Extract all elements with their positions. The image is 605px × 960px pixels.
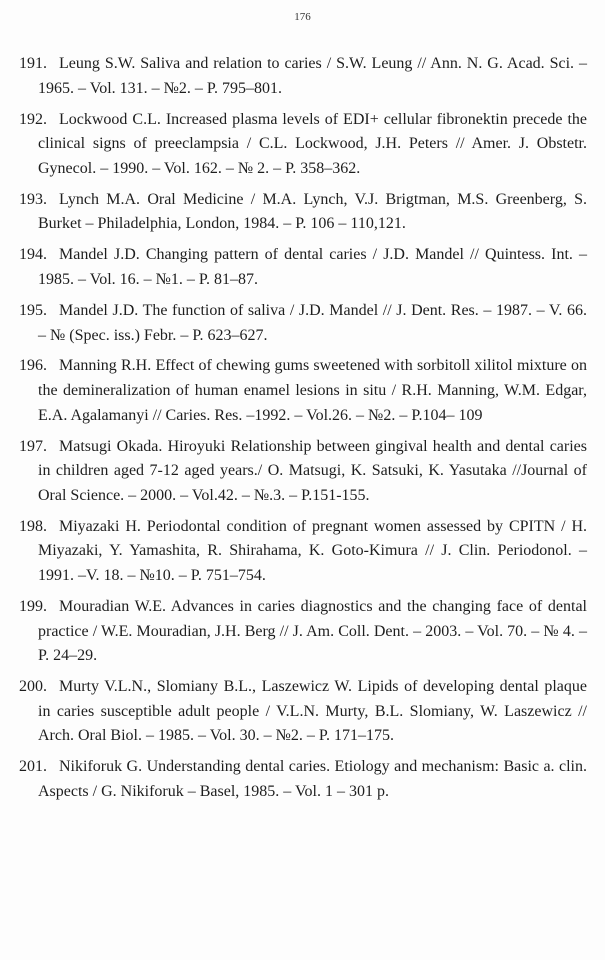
- reference-item: [19, 299, 587, 348]
- reference-item: [19, 108, 587, 182]
- reference-text: Nikiforuk G. Understanding dental caries. Etiology and mechanism: Basic a. clin. Aspects / G. Nikiforuk – Basel, 1985. – Vol. 1 – 301 p.: [38, 758, 587, 800]
- page-number: 176: [294, 11, 311, 23]
- reference-number: 196.: [19, 357, 47, 375]
- reference-number: 201.: [19, 758, 47, 776]
- reference-number: 199.: [19, 598, 47, 615]
- reference-number: 197.: [19, 437, 47, 455]
- reference-text: Murty V.L.N., Slomiany B.L., Laszewicz W. Lipids of developing dental plaque in caries susceptible adult people / V.L.N. Murty, B.L. Slomiany, W. Laszewicz // Arch. Oral Biol. – 1985. – Vol. 30. – №2. – P. 171–175.: [38, 678, 587, 745]
- reference-text: Mouradian W.E. Advances in caries diagnostics and the changing face of dental practice / W.E. Mouradian, J.H. Berg // J. Am. Coll. Dent. – 2003. – Vol. 70. – № 4. – P. 24–29.: [38, 598, 587, 665]
- reference-text: Leung S.W. Saliva and relation to caries / S.W. Leung // Ann. N. G. Acad. Sci. – 1965. – Vol. 131. – №2. – P. 795–801.: [38, 55, 587, 97]
- reference-text: Miyazaki H. Periodontal condition of pregnant women assessed by CPITN / H. Miyazaki, Y. Yamashita, R. Shirahama, K. Goto-Kimura // J. Clin. Periodonol. – 1991. –V. 18. – №10. – P. 751–754.: [38, 517, 587, 585]
- reference-number: 195.: [19, 301, 47, 319]
- reference-text: Mandel J.D. Changing pattern of dental caries / J.D. Mandel // Quintess. Int. – 1985. – Vol. 16. – №1. – P. 81–87.: [38, 246, 587, 288]
- reference-item: [19, 595, 587, 669]
- reference-number: 198.: [19, 517, 47, 535]
- reference-number: 200.: [19, 678, 47, 696]
- reference-text: Matsugi Okada. Hiroyuki Relationship between gingival health and dental caries in children aged 7-12 aged years./ O. Matsugi, K. Satsuki, K. Yasutaka //Journal of Oral Science. – 2000. – Vol.42. – №.3. – P.151-155.: [38, 437, 587, 504]
- reference-item: [19, 515, 587, 589]
- reference-text: Mandel J.D. The function of saliva / J.D. Mandel // J. Dent. Res. – 1987. – V. 66. – № (Spec. iss.) Febr. – P. 623–627.: [38, 301, 587, 344]
- reference-number: 194.: [19, 246, 47, 264]
- reference-item: [19, 435, 587, 509]
- reference-number: 193.: [19, 190, 47, 208]
- reference-item: [19, 675, 587, 749]
- reference-text: Manning R.H. Effect of chewing gums sweetened with sorbitoll xilitol mixture on the demineralization of human enamel lesions in situ / R.H. Manning, W.M. Edgar, E.A. Agalamanyi // Caries. Res. –1992. – Vol.26. – №2. – P.104– 109: [38, 357, 587, 424]
- reference-text: Lockwood C.L. Increased plasma levels of EDI+ cellular fibronektin precede the clinical signs of preeclampsia / C.L. Lockwood, J.H. Peters // Amer. J. Obstetr. Gynecol. – 1990. – Vol. 162. – № 2. – P. 358–362.: [38, 110, 587, 177]
- reference-number: 191.: [19, 55, 47, 72]
- reference-item: [19, 52, 587, 101]
- reference-item: [19, 243, 587, 292]
- reference-list: [19, 52, 587, 811]
- reference-number: 192.: [19, 110, 47, 128]
- reference-text: Lynch M.A. Oral Medicine / M.A. Lynch, V.J. Brigtman, M.S. Greenberg, S. Burket – Philadelphia, London, 1984. – P. 106 – 110,121.: [38, 190, 587, 233]
- reference-item: [19, 354, 587, 428]
- reference-item: [19, 188, 587, 237]
- reference-item: [19, 755, 587, 804]
